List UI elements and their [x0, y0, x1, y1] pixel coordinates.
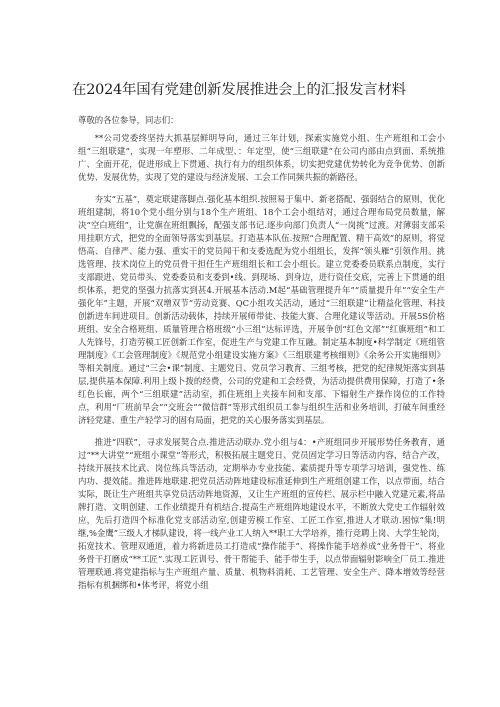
paragraph-intro: **公司党委终坚持大抓基层鲜明导向，通过三年计划，探索实施党小组、生产班组和工会小组“三组联建”，实现一年塑形、二年成型、：年定型，使“三组联建”在公司内部由点到面、系统推广、全面开花，促进形成上下贯通、执行有力的组织体系，切实把党建优势转化为竞争优势、创新优势、发展优势，实现了党的建设与经济发展、工会工作同频共振的新路径。	[78, 133, 445, 182]
salutation: 尊敬的各位参导，同志们：	[78, 115, 179, 125]
paragraph-five-foundations: 夯实“五基”，奠定联建落脚点.强化基本组织.按照易于集中、新老搭配、强弱结合的原则，优化班组建制，将10个党小组分别与18个生产班组、18个工会小组结对，通过合理布局党员数量，解决“空白班组”，让党旗在班组飘扬，配强支部书记.逐步向部门负责人“一岗挑”过渡。对薄弱支部采用挂职方式，把党的全面领导落实到基层。打造基本队伍.按照“合理配置、精干高效”的原则，将觉悟高、自律严、能力强、重实干的党员闻干和支委选配为党小组组长，发挥“领头雁”引领作用。挑选管理、技术岗位上的党员骨干担任生产班组组长和工会小组长。建立党委委员联系点制度，实行支部跟进、党员带头、党委委员和支委到•线、到现场、到身边，进行资任交底，完善上下贯通的组织体系，把党的坚强力抗落实到甚4.开展基本活动.M起“基础管理提升年”“质量提升年”“安全生产强化年”主题，开展“双增双节”劳动竞赛、QC小组攻关活动，通过“三组联建”让精益化管理、科技创新进车间进项目。创新活动载体，持续开展师带徒、技能大赛、合理化建议等活动。开展5S价格班组、安全合格班组、质量管理合格班级“小三组”达标评选，开展争创“红色文部”“红旗班组”和工人先锋号，打造劳模工匠创新工作室，促进生产与党建工作互融。制定基本制度•科学制定《班组管理制度》《工会管理制度》《规范党小组建设实施方案》《三组联建考核细则》《余务公开实施细则》等相关制度。通过“三会•课”制度、主题党日、党员学习教育、三组考核，把党的纪律规矩落实到基层,提供基本保障.利用上级卜拨的经费，公司的党建和工会经费，为活动提供费用保障，打造了•条红色长廊，两个“三组联建”活动室，抓住班组上夹接车间和支部、下辐射生产操作岗位的工作特点，利用“厂班前早会”“交班会”“微信群”等形式组织员工参与组织生活和业务培训，打破车间重经济轻党建、重生产轻学习的固有局面，把党的关心服务落实到基层。	[78, 194, 445, 425]
paragraph-four-linkages: 推进“四联”，寻求发展契合点.推进活动联办.党小组与4：•产班组同步开展形势任务教育，通过“**大讲堂”“班组小课堂”等形式，积极拓展主题党日、党员固定学习日等活动内容，结合产改，持续开展技术比武、岗位练兵等活动，定期举办专业技能、素质提升等专项学习培训，强党性、练内功、提效能。推进阵地联建.把党员活动阵地建设标准延伸到生产班组创建工作，以点带面，结合实际，既让生产班组共享党员活动阵地资源，又让生产班组的宣传栏、展示栏中融入党建元素,将品牌打造、文明创建、工作业绩提升有机结合.提高生产班组阵地建设水平，不断放大党史工作辐射效应，先后打造四个标准化党支部活动室,创建劳模工作室、工匠工作室,推进人才联动.困惊“集!明继,%金鹰”三级人才梯队建设，将一线产业工人纳入**职工大学培养，推行竞聘上岗、大学生轮岗，拓宽技术、管理双通道，着力将新进员工打造成“操作能手”、将操作能手培养成“业务骨干”、将业务骨干打磨成“**工匠”.实现工匠训号、骨干帮能手、能手带生手，以点带面辐射影响全厂员工.推进管理联通.将党建指标与生产班组产量、质量、机物料消耗、工艺管理、安全生产、降本增效等经营指标有机捆绑和•体考评，将党小组	[78, 437, 445, 590]
page-title: 在2024年国有党建创新发展推进会上的汇报发言材料	[72, 82, 406, 98]
